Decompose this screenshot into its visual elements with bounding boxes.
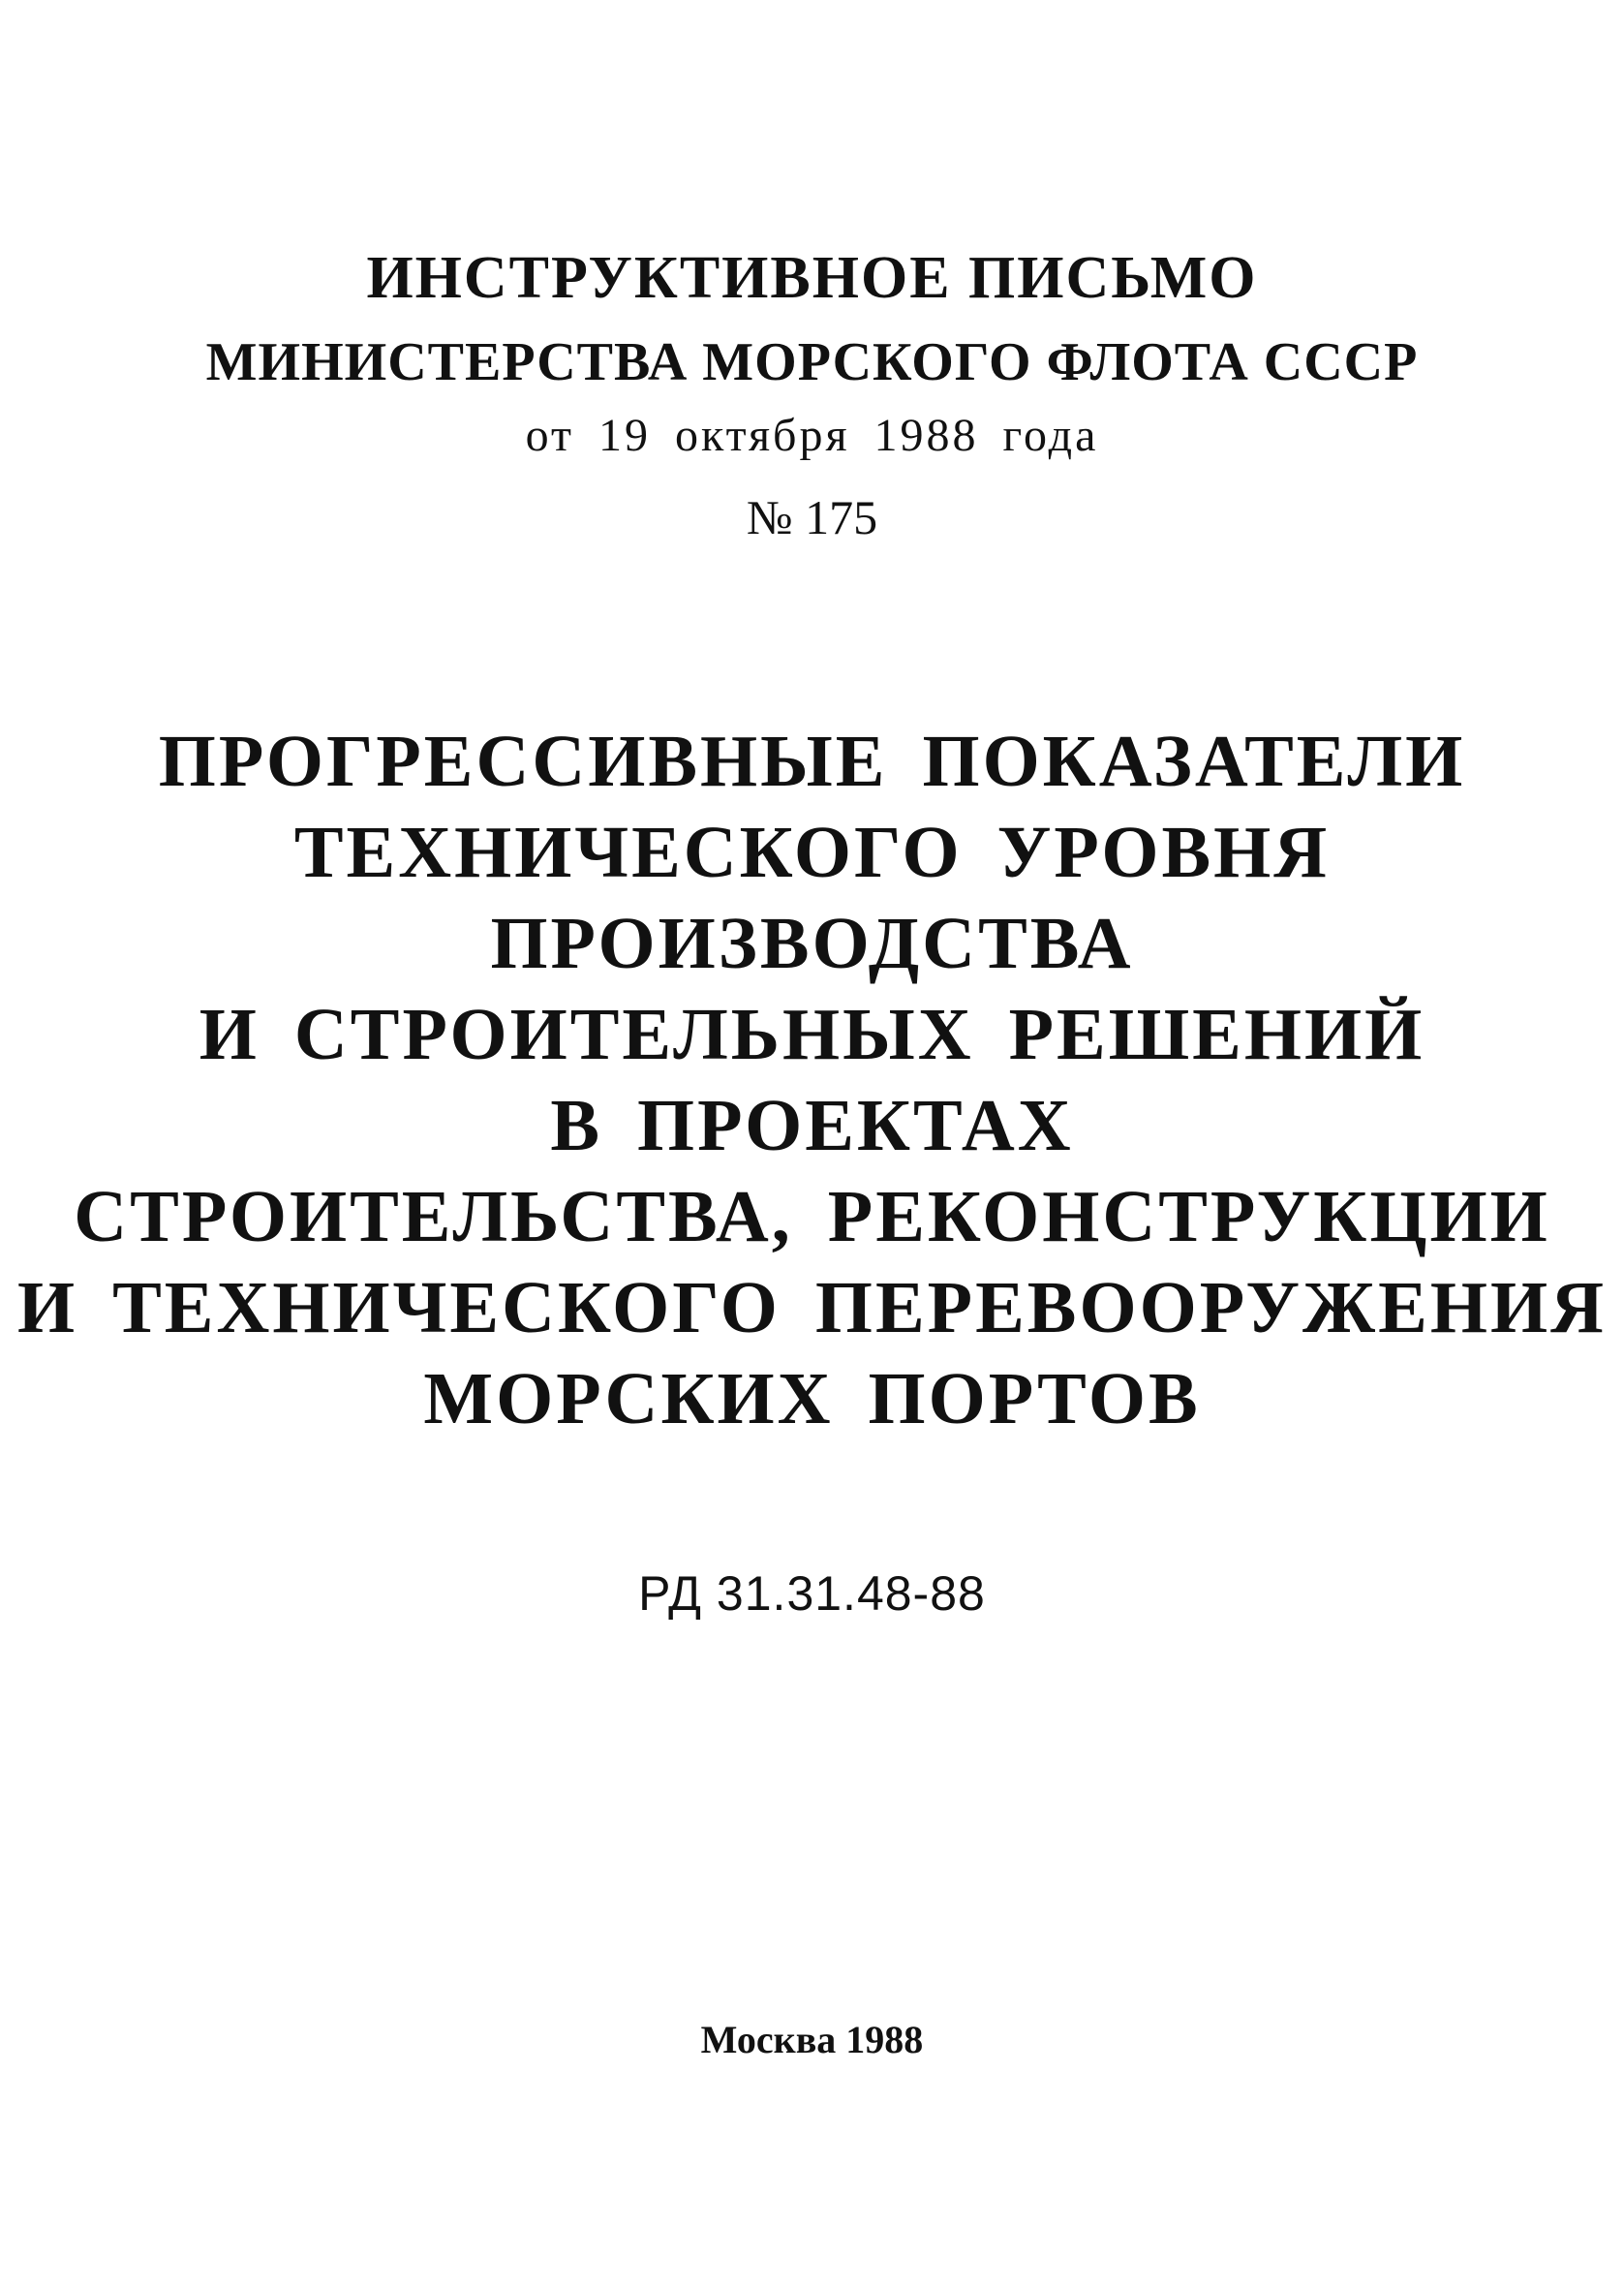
ministry-heading: МИНИСТЕРСТВА МОРСКОГО ФЛОТА СССР bbox=[205, 332, 1419, 392]
title-line: ТЕХНИЧЕСКОГО УРОВНЯ bbox=[293, 812, 1331, 893]
publication-place-year: Москва 1988 bbox=[700, 2018, 924, 2061]
title-line: В ПРОЕКТАХ bbox=[550, 1085, 1074, 1166]
title-line: МОРСКИХ ПОРТОВ bbox=[423, 1358, 1201, 1439]
title-line: И ТЕХНИЧЕСКОГО ПЕРЕВООРУЖЕНИЯ bbox=[17, 1267, 1607, 1348]
title-line: ПРОГРЕССИВНЫЕ ПОКАЗАТЕЛИ bbox=[158, 721, 1466, 802]
title-line: СТРОИТЕЛЬСТВА, РЕКОНСТРУКЦИИ bbox=[74, 1176, 1550, 1257]
letter-type-heading: ИНСТРУКТИВНОЕ ПИСЬМО bbox=[366, 245, 1258, 311]
document-code: РД 31.31.48-88 bbox=[638, 1566, 986, 1621]
title-line: И СТРОИТЕЛЬНЫХ РЕШЕНИЙ bbox=[199, 994, 1425, 1075]
title-line: ПРОИЗВОДСТВА bbox=[490, 903, 1134, 984]
issue-date: от 19 октября 1988 года bbox=[525, 410, 1099, 461]
letter-number: № 175 bbox=[746, 490, 878, 544]
